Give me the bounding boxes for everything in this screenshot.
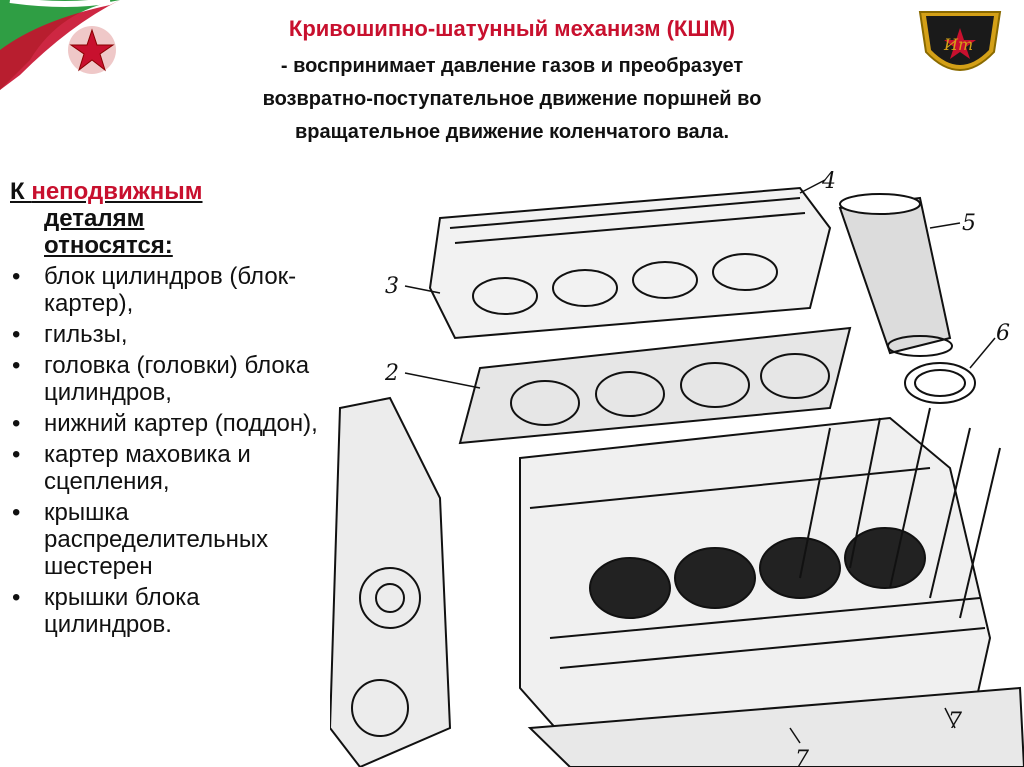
heading-accent: неподвижным (31, 178, 203, 205)
heading-prefix: К (10, 178, 32, 205)
list-item: • крышка распределительных шестерен (10, 499, 330, 580)
head-gasket-drawing (460, 328, 850, 443)
heading-line-2b: относятся: (44, 232, 173, 259)
stationary-parts-panel (10, 178, 330, 642)
heading-line-2a: деталям (44, 205, 145, 232)
list-item: • картер маховика и сцепления, (10, 441, 330, 495)
list-item: • нижний картер (поддон), (10, 410, 330, 437)
list-item: • гильзы, (10, 321, 330, 348)
engine-block-illustration (330, 168, 1024, 767)
callout-4: 4 (822, 169, 836, 194)
callout-5: 5 (962, 211, 976, 236)
subtitle-line-3: вращательное движение коленчатого вала. (294, 121, 730, 143)
svg-text:Ит: Ит (944, 35, 974, 54)
callout-2: 2 (385, 361, 399, 386)
timing-cover-drawing (330, 398, 450, 767)
parts-list (10, 263, 330, 638)
callout-3: 3 (385, 274, 399, 299)
page-title: Кривошипно-шатунный механизм (КШМ) (288, 16, 736, 41)
list-item: • крышки блока цилиндров. (10, 584, 330, 638)
callout-7b: 7 (948, 709, 962, 734)
list-heading (10, 178, 330, 205)
subtitle-line-2: возвратно-поступательное движение поршней во (262, 88, 762, 110)
list-item: • блок цилиндров (блок-картер), (10, 263, 330, 317)
list-item: • головка (головки) блока цилиндров, (10, 352, 330, 406)
cylinder-head-drawing (430, 188, 830, 338)
callout-6: 6 (996, 321, 1010, 346)
cylinder-sleeve-drawing (840, 198, 950, 353)
callout-7a: 7 (795, 747, 809, 767)
subtitle-line-1: - воспринимает давление газов и преобразует (280, 55, 744, 77)
